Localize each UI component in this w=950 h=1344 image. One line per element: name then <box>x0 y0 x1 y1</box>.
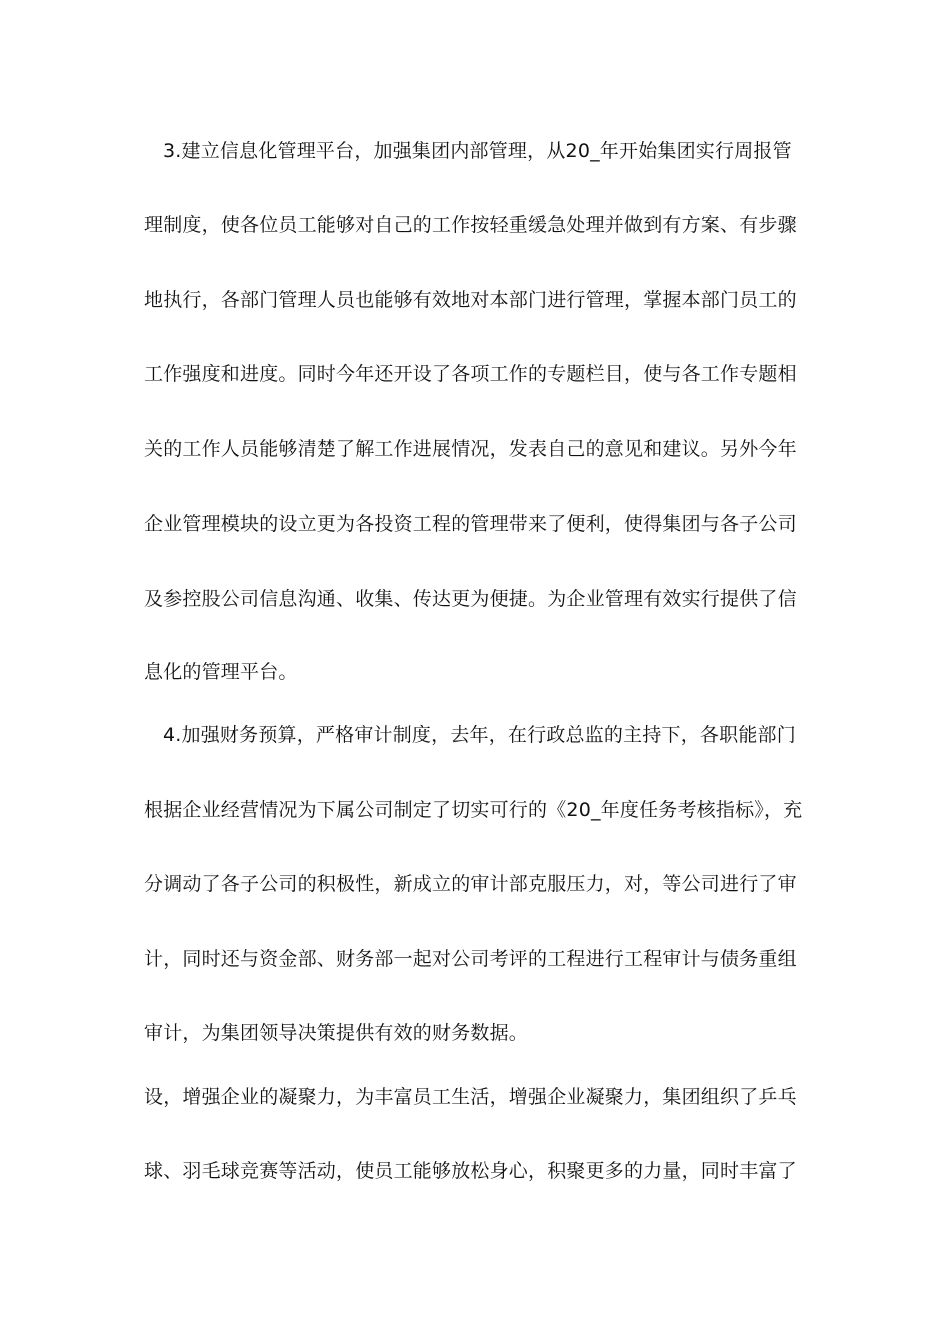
text-line: 企业管理模块的设立更为各投资工程的管理带来了便利，使得集团与各子公司 <box>144 513 797 535</box>
text-line: 审计，为集团领导决策提供有效的财务数据。 <box>144 1022 529 1044</box>
text-line: 地执行，各部门管理人员也能够有效地对本部门进行管理，掌握本部门员工的 <box>144 289 797 311</box>
text-line: 及参控股公司信息沟通、收集、传达更为便捷。为企业管理有效实行提供了信 <box>144 588 797 610</box>
text-line: 球、羽毛球竞赛等活动，使员工能够放松身心，积聚更多的力量，同时丰富了 <box>144 1160 797 1182</box>
text-line: 设，增强企业的凝聚力，为丰富员工生活，增强企业凝聚力，集团组织了乒乓 <box>144 1086 797 1108</box>
text-line: 关的工作人员能够清楚了解工作进展情况，发表自己的意见和建议。另外今年 <box>144 438 797 460</box>
text-line: 计，同时还与资金部、财务部一起对公司考评的工程进行工程审计与债务重组 <box>144 948 797 970</box>
text-line: 3.建立信息化管理平台，加强集团内部管理，从20_年开始集团实行周报管 <box>163 140 792 162</box>
text-line: 息化的管理平台。 <box>144 661 298 683</box>
text-line: 理制度，使各位员工能够对自己的工作按轻重缓急处理并做到有方案、有步骤 <box>144 214 797 236</box>
text-line: 4.加强财务预算，严格审计制度，去年，在行政总监的主持下，各职能部门 <box>163 724 796 746</box>
text-line: 根据企业经营情况为下属公司制定了切实可行的《20_年度任务考核指标》，充 <box>144 799 803 821</box>
text-line: 工作强度和进度。同时今年还开设了各项工作的专题栏目，使与各工作专题相 <box>144 363 797 385</box>
text-line: 分调动了各子公司的积极性，新成立的审计部克服压力，对，等公司进行了审 <box>144 873 797 895</box>
